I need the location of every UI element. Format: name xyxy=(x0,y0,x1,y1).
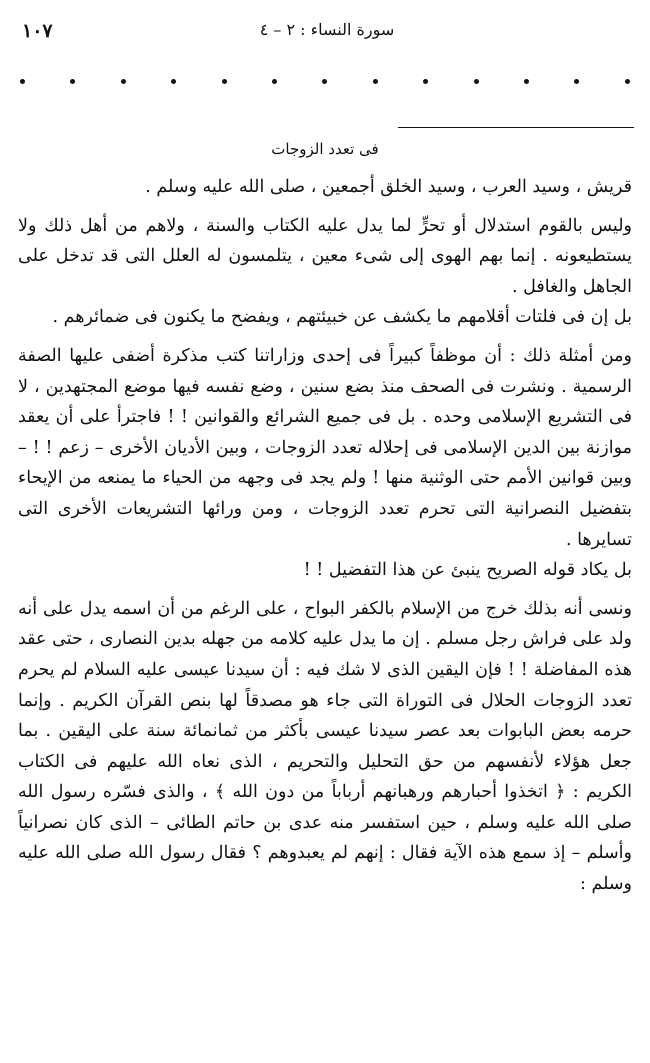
paragraph: بل إن فى فلتات أقلامهم ما يكشف عن خبيئتهم ، ويفضح ما يكنون فى ضمائرهم . xyxy=(52,307,632,328)
section-title: فى تعدد الزوجات xyxy=(271,140,379,158)
body-text xyxy=(18,172,632,900)
paragraph: ومن أمثلة ذلك : أن موظفاً كبيراً فى إحدى وزاراتنا كتب مذكرة أضفى عليها الصفة الرسمية . ونشرت فى الصحف منذ بضع سنين ، وضع نفسه فيها موضع المجتهدين ، لا فى التشريع الإسلامى وحده . بل فى جميع الشرائع والقوانين ! ! فاجترأ على أن يعقد موازنة بين الدين الإسلامى فى إحلاله تعدد الزوجات ، وبين الأديان الأخرى – زعم ! ! – وبين قوانين الأمم حتى الوثنية منها ! ولم يجد فى وجهه من الحياء ما يمنعه من الإيحاء بتفضيل النصرانية التى تحرم تعدد الزوجات ، ومن ورائها التشريعات الأخرى التى تسايرها . xyxy=(18,345,632,550)
paragraph: بل يكاد قوله الصريح ينبئ عن هذا التفضيل ! ! xyxy=(303,560,632,581)
dotted-separator xyxy=(20,74,630,88)
page-number: ١٠٧ xyxy=(22,20,53,42)
paragraph: ونسى أنه بذلك خرج من الإسلام بالكفر البواح ، على الرغم من أن اسمه يدل على أنه ولد على فراش رجل مسلم . إن ما يدل عليه كلامه من جهله بدين النصارى ، حتى عقد هذه المفاضلة ! ! فإن اليقين الذى لا شك فيه : أن سيدنا عيسى عليه السلام لم يحرم تعدد الزوجات الحلال فى التوراة التى جاء هو مصدقاً لها بنص القرآن الكريم . وإنما حرمه بعض البابوات بعد عصر سيدنا عيسى بأكثر من ثمانمائة سنة على اليقين . بما جعل هؤلاء لأنفسهم من حق التحليل والتحريم ، الذى نعاه الله عليهم فى الكتاب الكريم : ﴿ اتخذوا أحبارهم ورهبانهم أرباباً من دون الله ﴾ ، والذى فسّره رسول الله صلى الله عليه وسلم ، حين استفسر منه عدى بن حاتم الطائى – الذى كان نصرانياً وأسلم – إذ سمع هذه الآية فقال : إنهم لم يعبدوهم ؟ فقال رسول الله صلى الله عليه وسلم : xyxy=(18,598,632,895)
running-head: سورة النساء : ٢ – ٤ xyxy=(259,20,395,39)
paragraph: وليس بالقوم استدلال أو تحرٍّ لما يدل عليه الكتاب والسنة ، ولاهم من أهل ذلك ولا يستطيعونه . إنما بهم الهوى إلى شىء معين ، يتلمسون له العلل التى قد تدخل على الجاهل والغافل . xyxy=(18,215,632,297)
section-rule xyxy=(398,127,634,128)
paragraph: قريش ، وسيد العرب ، وسيد الخلق أجمعين ، صلى الله عليه وسلم . xyxy=(145,177,632,197)
page-header xyxy=(22,20,632,50)
